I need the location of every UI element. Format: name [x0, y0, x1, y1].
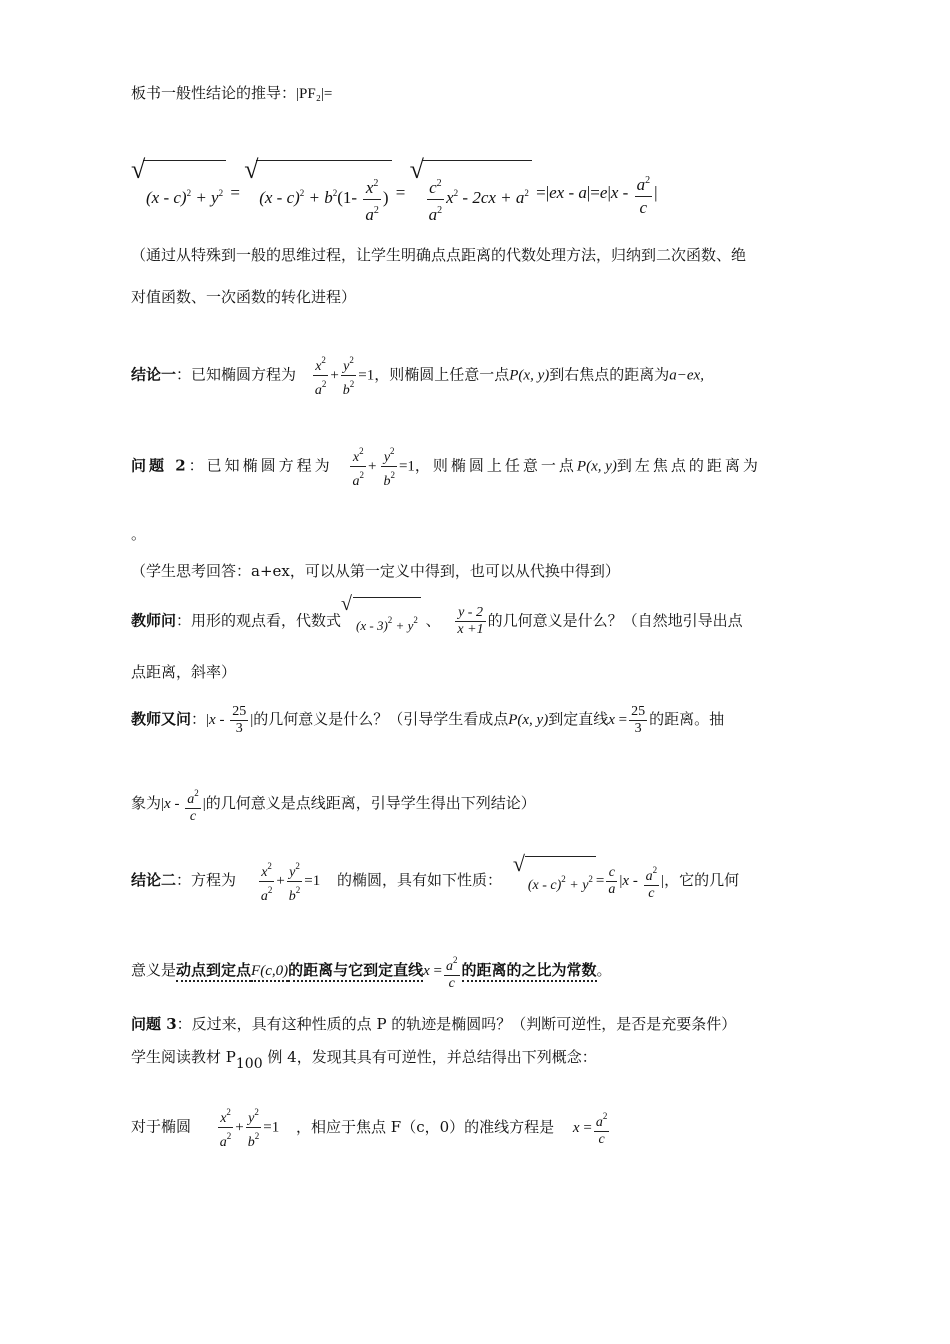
- meaning-text-b: 动点到定点: [176, 961, 251, 982]
- question-2-tail: 。: [131, 525, 147, 543]
- note-line-1: （通过从特殊到一般的思维过程，让学生明确点点距离的代数处理方法，归纳到二次函数、绝: [131, 246, 747, 264]
- final-text-b: ，相应于焦点 F（c，0）的准线方程是: [296, 1117, 555, 1136]
- conclusion-1-label: 结论一: [131, 365, 177, 384]
- teacher-q1-line-2: 点距离，斜率）: [131, 663, 237, 681]
- teacher-q2-text-c: 到定直线: [548, 710, 609, 728]
- teacher-q2-text-a: ：: [191, 710, 207, 728]
- reading-text-b: 例 4，发现其具有可逆性，并总结得出下列概念：: [262, 1048, 597, 1066]
- conclusion-1-point: P(x, y): [509, 367, 550, 384]
- derivation-formula: √ $(x - c)^2 + y^2$ = √ $(x - c)^2 + b^2(1-$ $\frac{x^2}{a^2}$ ) = √ $\frac{c^2}{a^2}$ $x^2 - 2cx + a^2 =|ex - a|=e|x$ - $\frac{a^2}{c}$ |: [131, 160, 657, 228]
- derivation-title: 板书一般性结论的推导：: [131, 84, 297, 102]
- student-answer: （学生思考回答：a+ex，可以从第一定义中得到，也可以从代换中得到）: [131, 562, 620, 580]
- teacher-q2-text-b: 的几何意义是什么？（引导学生看成点: [253, 710, 509, 728]
- conclusion-2-label: 结论二: [131, 871, 177, 889]
- conclusion-1-text-c: 到右焦点的距离为: [549, 365, 670, 384]
- teacher-q2-label: 教师又问: [131, 710, 192, 728]
- meaning-text-a: 意义是: [131, 961, 177, 979]
- teacher-question-2: 教师又问：|x - $\frac{25}{3}$ |的几何意义是什么？（引导学生看成点P(x, y)到定直线x = $\frac{25}{3}$ 的距离。抽: [131, 704, 725, 737]
- slope-expression: $\frac{y - 2}{x +1}$: [457, 605, 484, 637]
- conclusion-1-text-a: ：已知椭圆方程为: [176, 365, 297, 384]
- conclusion-2: 结论二：方程为 $\frac{x^2}{a^2}$ + $\frac{y^2}{b^2}$ =1 的椭圆，具有如下性质： √ $(x - c)^2 + y^2$ = $\frac{c}{a}$ |x - $\frac{a^2}{c}$ |，它的几何: [131, 856, 739, 906]
- question-2-label: 问题 2: [131, 456, 189, 475]
- teacher-q1-label: 教师问: [131, 611, 177, 630]
- conclusion-2-text-b: 的椭圆，具有如下性质：: [337, 871, 503, 889]
- meaning-end: 。: [596, 961, 612, 979]
- note-line-2: 对值函数、一次函数的转化进程）: [131, 288, 357, 306]
- meaning-point: F(c,0): [251, 963, 288, 982]
- conclusion-1-result: a−ex,: [669, 367, 704, 384]
- ellipse-eq-3: $\frac{x^2}{a^2}$: [259, 858, 275, 905]
- teacher-q1-sep: 、: [425, 611, 441, 630]
- conclusion-2-text-c: ，它的几何: [664, 871, 740, 889]
- ratio-sqrt: √ $(x - c)^2 + y^2$: [513, 856, 596, 906]
- derivation-heading: [131, 83, 332, 104]
- question-2-text-b: ，则椭圆上任意一点: [414, 456, 577, 475]
- reading-text-a: 学生阅读教材 P: [131, 1048, 236, 1066]
- conclusion-1: 结论一：已知椭圆方程为 $\frac{x^2}{a^2}$ + $\frac{y^2}{b^2}$ =1，则椭圆上任意一点P(x, y)到右焦点的距离为a−ex,: [131, 352, 704, 399]
- meaning-text-c: 的距离与它到定直线: [288, 961, 423, 982]
- question-2: 问题 2：已知椭圆方程为 $\frac{x^2}{a^2}$ + $\frac{y^2}{b^2}$ =1，则椭圆上任意一点P(x, y)到左焦点的距离为: [131, 443, 761, 490]
- pf2-label: |PF₂|=: [296, 86, 333, 102]
- teacher-q1-text-a: ：用形的观点看，代数式: [176, 611, 342, 630]
- sqrt-1: √ $(x - c)^2 + y^2$: [131, 160, 226, 228]
- question-3-label: 问题 3: [131, 1015, 177, 1033]
- question-2-point: P(x, y): [576, 458, 617, 475]
- teacher-q1-text-b: 的几何意义是什么？（自然地引导出点: [487, 611, 743, 630]
- reading-sub: 100: [235, 1056, 263, 1072]
- meaning-line: 意义是动点到定点F(c,0)的距离与它到定直线x = $\frac{a^2}{c}$ 的距离的之比为常数。: [131, 948, 612, 993]
- meaning-text-d: 的距离的之比为常数: [462, 961, 597, 982]
- abstraction-line: 象为|x - $\frac{a^2}{c}$ |的几何意义是点线距离，引导学生得出下列结论）: [131, 783, 536, 825]
- question-3: [131, 1014, 736, 1034]
- conclusion-2-text-a: ：方程为: [176, 871, 237, 889]
- abstraction-text-a: 象为: [131, 794, 162, 812]
- teacher-q2-point: P(x, y): [508, 712, 549, 728]
- distance-expression: √ $(x - 3)^2 + y^2$: [341, 597, 421, 646]
- teacher-q2-text-d: 的距离。抽: [649, 710, 725, 728]
- question-2-text-a: ：已知椭圆方程为: [188, 456, 333, 475]
- final-text-a: 对于椭圆: [131, 1117, 192, 1136]
- reading-line: [131, 1047, 597, 1074]
- abstraction-text-b: 的几何意义是点线距离，引导学生得出下列结论）: [205, 794, 536, 812]
- sqrt-2: √ $(x - c)^2 + b^2(1-$ $\frac{x^2}{a^2}$ ): [244, 160, 391, 228]
- final-line: 对于椭圆 $\frac{x^2}{a^2}$ + $\frac{y^2}{b^2}$ =1 ，相应于焦点 F（c，0）的准线方程是 x = $\frac{a^2}{c}$: [131, 1104, 611, 1151]
- conclusion-1-text-b: ，则椭圆上任意一点: [374, 365, 510, 384]
- question-3-text: ：反过来，具有这种性质的点 P 的轨迹是椭圆吗？（判断可逆性，是否是充要条件）: [176, 1015, 737, 1033]
- ellipse-eq-2: $\frac{x^2}{a^2}$: [350, 443, 366, 490]
- question-2-text-c: 到左焦点的距离为: [616, 456, 761, 475]
- teacher-question-1: [131, 593, 743, 646]
- sqrt-3: √ $\frac{c^2}{a^2}$ $x^2 - 2cx + a^2$: [410, 160, 532, 228]
- ellipse-eq-4: $\frac{x^2}{a^2}$: [218, 1104, 234, 1151]
- ellipse-eq-1: $\frac{x^2}{a^2}$: [313, 352, 329, 399]
